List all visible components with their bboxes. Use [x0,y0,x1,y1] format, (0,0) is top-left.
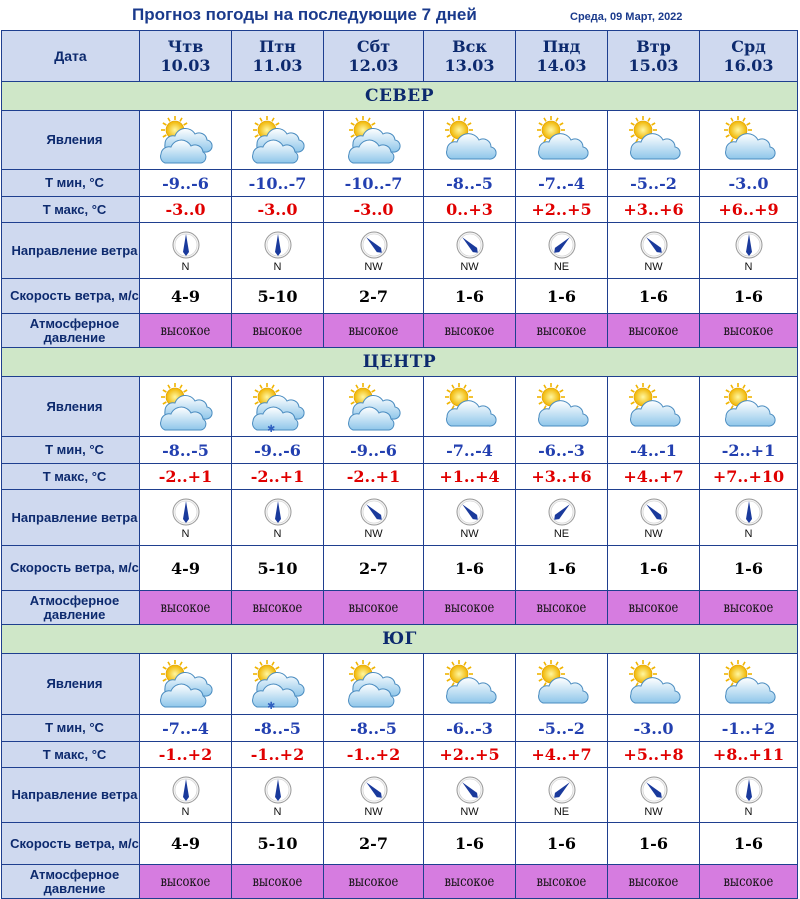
wind-direction-cell [232,768,324,823]
cloudy-sun-icon [718,114,780,166]
wind-arrow-icon [639,230,669,260]
weather-cell [232,654,324,715]
wind-direction-cell [700,223,798,279]
tmin-row [2,437,798,464]
pressure-cell [140,591,232,625]
wind-direction-cell [140,768,232,823]
wind-speed-row [2,823,798,865]
wind-speed-value: 2-7 [324,823,424,865]
wind-arrow-icon [547,497,577,527]
weather-cell [608,377,700,437]
tmin-value: -9..-6 [140,170,232,197]
row-label: Атмосферное давление [2,865,140,899]
day-header [700,31,798,82]
weather-cell [516,654,608,715]
cloudy-sun-icon [531,381,593,433]
weather-cell [608,111,700,170]
wind-speed-value: 2-7 [324,546,424,591]
wind-arrow-icon [359,497,389,527]
wind-direction-cell [324,768,424,823]
tmax-row [2,464,798,490]
row-label: Направление ветра [2,490,140,546]
day-date: 13.03 [444,56,495,75]
day-header [516,31,608,82]
wind-speed-value: 1-6 [608,279,700,314]
wind-direction-row [2,223,798,279]
pressure-value: высокое [160,599,211,616]
wind-direction-label: NW [644,261,663,273]
phenomena-row [2,111,798,170]
wind-direction-label: NW [460,805,479,818]
wind-direction-label: N [273,805,282,818]
wind-direction-cell [608,490,700,546]
wind-arrow-icon [171,230,201,260]
tmin-value: -7..-4 [140,715,232,742]
wind-direction-cell [700,490,798,546]
pressure-value: высокое [628,322,679,339]
weather-cell [700,111,798,170]
day-header [140,31,232,82]
weather-cell [232,111,324,170]
wind-speed-value: 1-6 [516,823,608,865]
wind-arrow-icon [547,775,577,805]
pressure-value: высокое [536,599,587,616]
region-header-row [2,348,798,377]
cloudy-sun-icon [718,658,780,710]
day-name: Сбт [356,37,391,56]
row-label: Атмосферное давление [2,314,140,348]
cloudy-sun-icon [623,114,685,166]
wind-direction-label: NW [364,528,383,540]
tmin-value: -4..-1 [608,437,700,464]
tmin-value: -5..-2 [516,715,608,742]
pressure-cell [516,591,608,625]
wind-speed-value: 1-6 [516,279,608,314]
partly-cloudy-icon [247,114,309,166]
row-label: Скорость ветра, м/с [2,823,140,865]
pressure-value: высокое [444,599,495,616]
row-label: Скорость ветра, м/с [2,546,140,591]
wind-arrow-icon [455,775,485,805]
weather-cell [324,111,424,170]
weather-cell [140,377,232,437]
wind-arrow-icon [171,775,201,805]
partly-cloudy-icon [343,658,405,710]
pressure-cell [232,591,324,625]
tmin-value: -6..-3 [516,437,608,464]
day-name: Чтв [167,37,204,56]
cloudy-sun-icon [531,114,593,166]
tmax-row [2,742,798,768]
day-date: 14.03 [536,56,587,75]
pressure-value: высокое [348,873,399,890]
row-label: Т мин, °С [2,437,140,464]
pressure-value: высокое [628,873,679,890]
tmax-value: +2..+5 [516,197,608,223]
wind-speed-value: 5-10 [232,279,324,314]
cloudy-sun-icon [623,658,685,710]
pressure-cell [324,314,424,348]
day-date: 15.03 [628,56,679,75]
tmax-value: -3..0 [324,197,424,223]
tmax-value: -1..+2 [324,742,424,768]
pressure-value: высокое [444,322,495,339]
tmax-value: +3..+6 [516,464,608,490]
wind-direction-label: NE [553,261,570,273]
wind-direction-label: N [273,261,282,273]
wind-speed-value: 4-9 [140,546,232,591]
cloudy-sun-icon [439,381,501,433]
wind-direction-label: N [744,528,753,540]
weather-cell [424,377,516,437]
phenomena-row [2,377,798,437]
weather-cell [608,654,700,715]
pressure-cell [608,591,700,625]
pressure-value: высокое [444,873,495,890]
tmax-value: -2..+1 [324,464,424,490]
wind-speed-value: 1-6 [700,823,798,865]
wind-arrow-icon [639,775,669,805]
tmax-value: +8..+11 [700,742,798,768]
pressure-value: высокое [160,873,211,890]
pressure-value: высокое [723,873,774,890]
weather-cell [324,377,424,437]
tmin-value: -2..+1 [700,437,798,464]
tmax-value: -1..+2 [232,742,324,768]
wind-speed-value: 1-6 [424,823,516,865]
wind-direction-cell [608,768,700,823]
day-name: Срд [731,37,766,56]
day-name: Птн [259,37,296,56]
day-date: 12.03 [348,56,399,75]
tmin-value: -7..-4 [516,170,608,197]
wind-speed-value: 1-6 [516,546,608,591]
wind-direction-row [2,768,798,823]
day-header [424,31,516,82]
wind-speed-value: 5-10 [232,546,324,591]
region-header-row [2,82,798,111]
wind-arrow-icon [263,775,293,805]
tmin-value: -8..-5 [140,437,232,464]
wind-direction-cell [424,223,516,279]
wind-speed-value: 4-9 [140,823,232,865]
pressure-cell [232,314,324,348]
wind-arrow-icon [359,230,389,260]
pressure-value: высокое [348,322,399,339]
wind-speed-value: 4-9 [140,279,232,314]
row-label: Явления [2,654,140,715]
wind-arrow-icon [171,497,201,527]
wind-direction-row [2,490,798,546]
weather-cell [140,111,232,170]
day-header [608,31,700,82]
tmax-value: +7..+10 [700,464,798,490]
wind-direction-label: NW [644,805,663,818]
wind-direction-label: NW [644,528,663,540]
pressure-value: высокое [348,599,399,616]
partly-cloudy-icon [155,114,217,166]
weather-cell [424,111,516,170]
wind-direction-label: NW [364,261,383,273]
wind-speed-value: 1-6 [700,279,798,314]
row-label: Т мин, °С [2,170,140,197]
row-label: Скорость ветра, м/с [2,279,140,314]
pressure-row [2,591,798,625]
wind-arrow-icon [547,230,577,260]
wind-direction-cell [324,223,424,279]
weather-cell [424,654,516,715]
tmax-value: 0..+3 [424,197,516,223]
cloudy-sun-icon [531,658,593,710]
tmax-value: -1..+2 [140,742,232,768]
pressure-cell [232,865,324,899]
weather-cell [232,377,324,437]
pressure-cell [424,314,516,348]
wind-direction-label: N [744,805,753,818]
row-label: Т макс, °С [2,464,140,490]
pressure-cell [424,865,516,899]
wind-direction-label: N [181,261,190,273]
tmax-value: -2..+1 [232,464,324,490]
region-name: СЕВЕР [2,82,798,111]
tmax-value: -2..+1 [140,464,232,490]
partly-cloudy-icon [343,114,405,166]
region-name: ЮГ [2,625,798,654]
region-header-row [2,625,798,654]
pressure-value: высокое [723,599,774,616]
tmin-value: -7..-4 [424,437,516,464]
pressure-value: высокое [252,599,303,616]
pressure-value: высокое [536,322,587,339]
wind-arrow-icon [263,230,293,260]
pressure-value: высокое [160,322,211,339]
tmax-value: +4..+7 [608,464,700,490]
tmin-row [2,715,798,742]
wind-direction-label: N [181,805,190,818]
wind-arrow-icon [263,497,293,527]
pressure-cell [700,591,798,625]
tmax-value: +3..+6 [608,197,700,223]
wind-speed-value: 1-6 [608,546,700,591]
snow-cloud-icon [247,381,309,433]
weather-cell [516,377,608,437]
partly-cloudy-icon [155,381,217,433]
tmin-value: -3..0 [608,715,700,742]
pressure-cell [140,314,232,348]
days-header-row [2,31,798,82]
cloudy-sun-icon [439,114,501,166]
wind-arrow-icon [455,497,485,527]
day-date: 10.03 [160,56,211,75]
weather-cell [700,654,798,715]
page-header [0,0,800,30]
row-label: Т макс, °С [2,197,140,223]
pressure-value: высокое [536,873,587,890]
partly-cloudy-icon [343,381,405,433]
page-title: Прогноз погоды на последующие 7 дней [132,5,477,24]
weather-cell [516,111,608,170]
region-name: ЦЕНТР [2,348,798,377]
pressure-cell [324,865,424,899]
date-column-label: Дата [2,31,140,82]
partly-cloudy-icon [155,658,217,710]
tmin-value: -3..0 [700,170,798,197]
tmax-value: +4..+7 [516,742,608,768]
snow-cloud-icon [247,658,309,710]
pressure-value: высокое [252,873,303,890]
pressure-cell [608,314,700,348]
wind-direction-cell [424,490,516,546]
tmin-value: -8..-5 [232,715,324,742]
wind-direction-label: N [273,528,282,540]
day-date: 16.03 [723,56,774,75]
wind-arrow-icon [639,497,669,527]
wind-direction-label: N [744,261,753,273]
pressure-value: высокое [723,322,774,339]
tmax-value: -3..0 [232,197,324,223]
wind-direction-cell [140,490,232,546]
wind-arrow-icon [359,775,389,805]
wind-direction-cell [324,490,424,546]
wind-direction-label: NW [364,805,383,818]
pressure-row [2,314,798,348]
pressure-cell [324,591,424,625]
wind-direction-cell [516,768,608,823]
day-name: Вск [452,37,487,56]
pressure-cell [516,865,608,899]
row-label: Т макс, °С [2,742,140,768]
wind-speed-value: 5-10 [232,823,324,865]
cloudy-sun-icon [623,381,685,433]
wind-direction-label: NW [460,261,479,273]
tmax-value: +2..+5 [424,742,516,768]
tmax-value: +5..+8 [608,742,700,768]
day-header [324,31,424,82]
wind-speed-row [2,279,798,314]
phenomena-row [2,654,798,715]
current-date: Среда, 09 Март, 2022 [570,11,683,23]
day-header [232,31,324,82]
wind-direction-label: N [181,528,190,540]
pressure-value: высокое [252,322,303,339]
wind-direction-cell [516,223,608,279]
tmax-value: +1..+4 [424,464,516,490]
row-label: Явления [2,377,140,437]
tmax-row [2,197,798,223]
wind-speed-value: 1-6 [424,279,516,314]
tmin-value: -5..-2 [608,170,700,197]
wind-direction-cell [516,490,608,546]
pressure-value: высокое [628,599,679,616]
wind-arrow-icon [734,775,764,805]
day-date: 11.03 [252,56,303,75]
cloudy-sun-icon [718,381,780,433]
row-label: Направление ветра [2,223,140,279]
tmin-value: -9..-6 [232,437,324,464]
wind-direction-cell [140,223,232,279]
pressure-cell [608,865,700,899]
row-label: Т мин, °С [2,715,140,742]
svg-text:✱: ✱ [266,423,275,433]
day-name: Втр [636,37,671,56]
wind-direction-cell [608,223,700,279]
wind-direction-label: NE [553,528,570,540]
wind-speed-value: 1-6 [608,823,700,865]
row-label: Направление ветра [2,768,140,823]
wind-direction-cell [232,223,324,279]
tmin-value: -8..-5 [324,715,424,742]
pressure-row [2,865,798,899]
row-label: Атмосферное давление [2,591,140,625]
tmin-value: -9..-6 [324,437,424,464]
svg-text:✱: ✱ [266,701,275,710]
forecast-table [1,30,798,899]
pressure-cell [424,591,516,625]
wind-arrow-icon [734,230,764,260]
wind-arrow-icon [455,230,485,260]
weather-cell [140,654,232,715]
wind-speed-value: 1-6 [424,546,516,591]
wind-direction-cell [424,768,516,823]
wind-direction-label: NE [553,805,570,818]
tmin-value: -1..+2 [700,715,798,742]
tmin-value: -8..-5 [424,170,516,197]
wind-speed-row [2,546,798,591]
tmin-row [2,170,798,197]
tmin-value: -10..-7 [324,170,424,197]
cloudy-sun-icon [439,658,501,710]
pressure-cell [700,314,798,348]
pressure-cell [140,865,232,899]
wind-speed-value: 2-7 [324,279,424,314]
tmin-value: -6..-3 [424,715,516,742]
weather-cell [700,377,798,437]
wind-direction-label: NW [460,528,479,540]
tmin-value: -10..-7 [232,170,324,197]
tmax-value: -3..0 [140,197,232,223]
row-label: Явления [2,111,140,170]
weather-cell [324,654,424,715]
wind-arrow-icon [734,497,764,527]
wind-direction-cell [700,768,798,823]
pressure-cell [516,314,608,348]
wind-speed-value: 1-6 [700,546,798,591]
tmax-value: +6..+9 [700,197,798,223]
day-name: Пнд [542,37,581,56]
wind-direction-cell [232,490,324,546]
pressure-cell [700,865,798,899]
